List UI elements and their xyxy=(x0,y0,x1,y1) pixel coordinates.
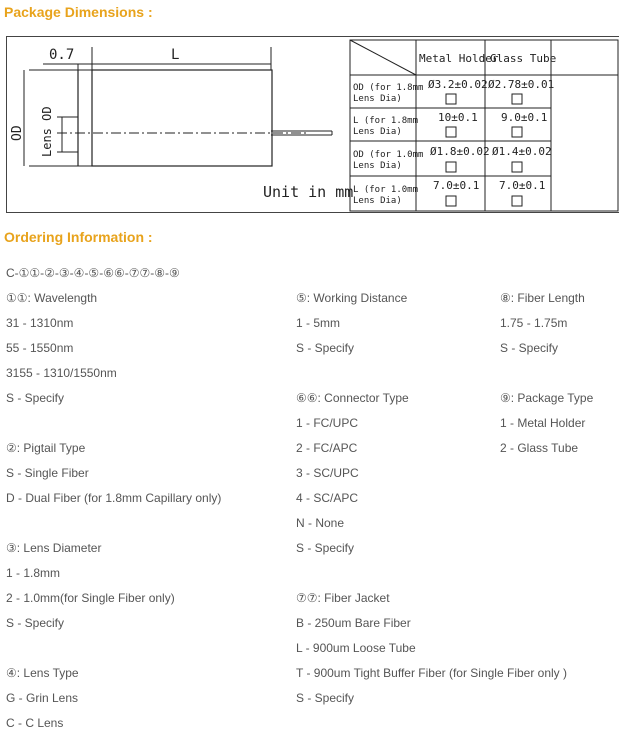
dimensions-table xyxy=(350,40,618,211)
ordering-col3-item: ⑨: Package Type xyxy=(500,391,594,405)
ordering-col1-item: D - Dual Fiber (for 1.8mm Capillary only) xyxy=(6,491,222,505)
ordering-col2-item: 1 - 5mm xyxy=(296,316,341,330)
ordering-col1-item: 1 - 1.8mm xyxy=(6,566,61,580)
row4-glass-checkbox[interactable] xyxy=(512,196,522,206)
ordering-col2-item: S - Specify xyxy=(296,341,355,355)
row1-label-2: Lens Dia) xyxy=(353,94,402,104)
ordering-col3-item: 1.75 - 1.75m xyxy=(500,316,568,330)
ordering-col2-item: N - None xyxy=(296,516,345,530)
ordering-col3-item: 2 - Glass Tube xyxy=(500,441,579,455)
lens-od-label: Lens OD xyxy=(40,106,54,157)
package-dimensions-title: Package Dimensions : xyxy=(4,4,153,20)
ordering-col3-item: S - Specify xyxy=(500,341,559,355)
ordering-information-title: Ordering Information : xyxy=(4,229,153,245)
dim-0-7-label: 0.7 xyxy=(49,47,75,63)
row2-label: L (for 1.8mm xyxy=(353,116,419,126)
dim-length-label: L xyxy=(171,47,180,63)
row2-metal-checkbox[interactable] xyxy=(446,127,456,137)
row3-metal: Ø1.8±0.02 xyxy=(430,145,490,158)
row1-metal: Ø3.2±0.02 xyxy=(428,78,488,91)
ordering-col2-item: L - 900um Loose Tube xyxy=(296,641,416,655)
ordering-col1-item: G - Grin Lens xyxy=(6,691,79,705)
ordering-col1-item: S - Specify xyxy=(6,616,65,630)
ordering-col1-item: ①①: Wavelength xyxy=(6,291,98,305)
row4-metal-checkbox[interactable] xyxy=(446,196,456,206)
ordering-col1-item: 55 - 1550nm xyxy=(6,341,74,355)
ordering-col3-item: 1 - Metal Holder xyxy=(500,416,586,430)
ordering-col2-item: B - 250um Bare Fiber xyxy=(296,616,411,630)
ordering-col1-item: C - C Lens xyxy=(6,716,64,730)
row1-glass-checkbox[interactable] xyxy=(512,94,522,104)
ordering-col2-item: ⑤: Working Distance xyxy=(296,291,408,305)
ordering-col2-item: 1 - FC/UPC xyxy=(296,416,359,430)
row3-glass-checkbox[interactable] xyxy=(512,162,522,172)
ordering-col2-item: 3 - SC/UPC xyxy=(296,466,359,480)
row2-glass: 9.0±0.1 xyxy=(501,111,548,124)
ordering-col1-item: ③: Lens Diameter xyxy=(6,541,102,555)
ordering-col2-item: ⑦⑦: Fiber Jacket xyxy=(296,591,390,605)
ordering-col1-item: 2 - 1.0mm(for Single Fiber only) xyxy=(6,591,175,605)
ordering-code: C-①①-②-③-④-⑤-⑥⑥-⑦⑦-⑧-⑨ xyxy=(6,266,180,280)
ordering-col2-item: ⑥⑥: Connector Type xyxy=(296,391,409,405)
od-label: OD xyxy=(10,125,25,141)
row1-metal-checkbox[interactable] xyxy=(446,94,456,104)
ordering-col3-item: ⑧: Fiber Length xyxy=(500,291,585,305)
row2-glass-checkbox[interactable] xyxy=(512,127,522,137)
ordering-col2-item: S - Specify xyxy=(296,541,355,555)
ordering-col2-item: T - 900um Tight Buffer Fiber (for Single Fiber only ) xyxy=(296,666,568,680)
ordering-information xyxy=(0,262,619,738)
row4-glass: 7.0±0.1 xyxy=(499,179,546,192)
ordering-col1-item: 3155 - 1310/1550nm xyxy=(6,366,117,380)
header-metal-holder: Metal Holder xyxy=(419,52,499,65)
row3-metal-checkbox[interactable] xyxy=(446,162,456,172)
row3-label: OD (for 1.0mm xyxy=(353,150,424,160)
dimension-drawing xyxy=(7,37,619,212)
unit-label: Unit in mm xyxy=(263,183,354,201)
row4-label: L (for 1.0mm xyxy=(353,185,419,195)
ordering-col1-item: S - Specify xyxy=(6,391,65,405)
row3-label-2: Lens Dia) xyxy=(353,161,402,171)
row2-metal: 10±0.1 xyxy=(438,111,478,124)
row3-glass: Ø1.4±0.02 xyxy=(492,145,552,158)
row1-label: OD (for 1.8mm xyxy=(353,83,424,93)
row4-metal: 7.0±0.1 xyxy=(433,179,480,192)
ordering-col1-item: S - Single Fiber xyxy=(6,466,89,480)
row2-label-2: Lens Dia) xyxy=(353,127,402,137)
ordering-col2-item: 2 - FC/APC xyxy=(296,441,358,455)
ordering-col2-item: S - Specify xyxy=(296,691,355,705)
row4-label-2: Lens Dia) xyxy=(353,196,402,206)
ordering-col1-item: ②: Pigtail Type xyxy=(6,441,86,455)
ordering-col2-item: 4 - SC/APC xyxy=(296,491,359,505)
holder-outline xyxy=(92,70,272,166)
ordering-col1-item: 31 - 1310nm xyxy=(6,316,74,330)
header-glass-tube: Glass Tube xyxy=(490,52,557,65)
package-dimensions-figure xyxy=(6,36,619,213)
row1-glass: Ø2.78±0.01 xyxy=(488,78,555,91)
ordering-col1-item: ④: Lens Type xyxy=(6,666,79,680)
